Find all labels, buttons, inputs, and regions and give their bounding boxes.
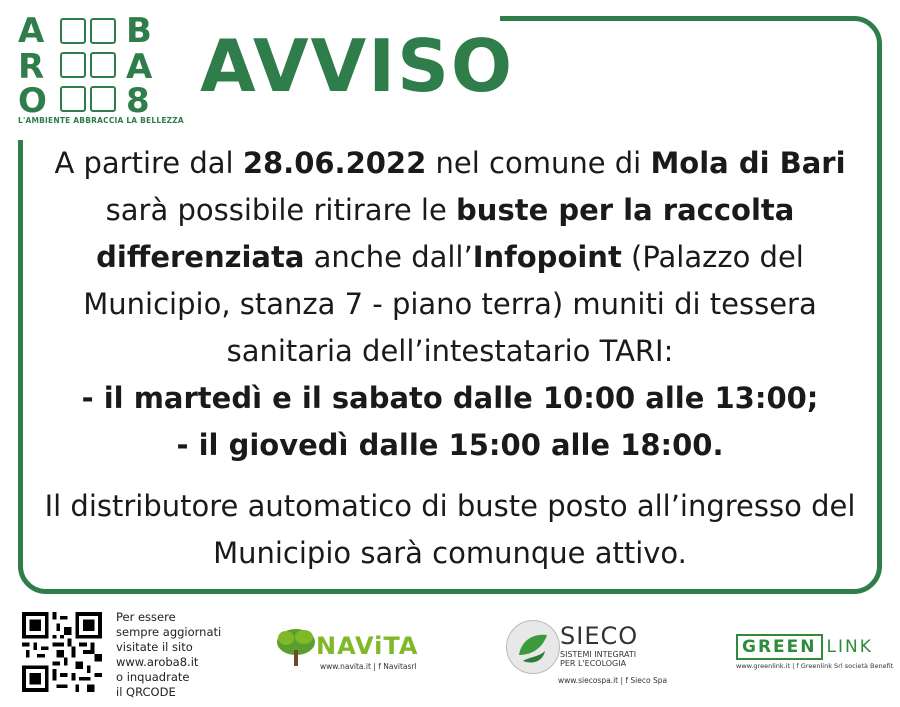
text-segment: nel comune di	[426, 146, 651, 180]
qr-text-line: sempre aggiornati	[116, 625, 222, 639]
schedule-tue-sat	[40, 375, 860, 422]
qr-text-line: o inquadrate	[116, 670, 190, 684]
figure-tile-icon	[60, 86, 86, 112]
waves-tile-icon	[90, 52, 116, 78]
logo-letter-b: B	[126, 11, 152, 51]
schedule-text: - il martedì e il sabato dalle 10:00 alle 13:00;	[81, 381, 819, 415]
castle-tile-icon	[60, 18, 86, 44]
logo-letter-r: R	[18, 47, 45, 87]
maze-tile-icon	[60, 52, 86, 78]
sun-boat-tile-icon	[90, 18, 116, 44]
start-date: 28.06.2022	[242, 146, 427, 180]
navita-contacts: www.navita.it | f Navitasrl	[320, 662, 417, 671]
text-segment: anche dall’	[304, 240, 473, 274]
sieco-tag-line: SISTEMI INTEGRATI	[560, 650, 637, 659]
footer	[0, 600, 900, 707]
page-title: AVVISO	[200, 24, 515, 108]
bags-label: buste per la raccolta differenziata	[96, 193, 795, 274]
greenlink-name-boxed: GREEN	[736, 634, 823, 660]
sieco-name: SIECO	[560, 622, 639, 650]
logo-letter-a: A	[18, 11, 45, 51]
sieco-tag-line: PER L'ECOLOGIA	[560, 659, 627, 668]
qr-instructions	[116, 610, 221, 700]
logo-letter-a2: A	[126, 47, 153, 87]
text-segment: sarà possibile ritirare le	[105, 193, 457, 227]
region-map-tile-icon	[90, 86, 116, 112]
text-segment: A partire dal	[54, 146, 243, 180]
qr-text-line: Per essere	[116, 610, 176, 624]
notice-paragraph-1	[40, 140, 860, 375]
tree-icon	[274, 626, 318, 670]
qr-text-line: visitate il sito	[116, 640, 193, 654]
logo-letter-8: 8	[126, 81, 150, 121]
notice-paragraph-2: Il distributore automatico di buste posto all’ingresso del Municipio sarà comunque attivo.	[44, 489, 856, 570]
schedule-text: - il giovedì dalle 15:00 alle 18:00.	[176, 428, 724, 462]
schedule-thu	[40, 422, 860, 469]
sieco-globe-icon	[506, 620, 560, 674]
town-name: Mola di Bari	[650, 146, 846, 180]
text-segment: (Palazzo del Municipio, stanza 7 - piano terra) muniti di tessera sanitaria dell’intestatario TARI:	[83, 240, 817, 368]
sieco-contacts: www.siecospa.it | f Sieco Spa	[558, 676, 668, 685]
greenlink-contacts: www.greenlink.it | f Greenlink Srl società Benefit	[736, 662, 894, 670]
logo-tagline: L'AMBIENTE ABBRACCIA LA BELLEZZA	[18, 116, 184, 125]
qr-text-line: il QRCODE	[116, 685, 176, 699]
navita-name: NAViTA	[316, 632, 419, 660]
greenlink-name: LINK	[826, 637, 873, 657]
qr-code-icon[interactable]	[22, 612, 102, 692]
website-link[interactable]: www.aroba8.it	[116, 655, 199, 669]
aroba8-logo	[14, 8, 184, 128]
sieco-tagline	[560, 650, 636, 668]
logo-letter-o: O	[18, 81, 47, 121]
notice-body	[40, 140, 860, 577]
infopoint-label: Infopoint	[472, 240, 622, 274]
